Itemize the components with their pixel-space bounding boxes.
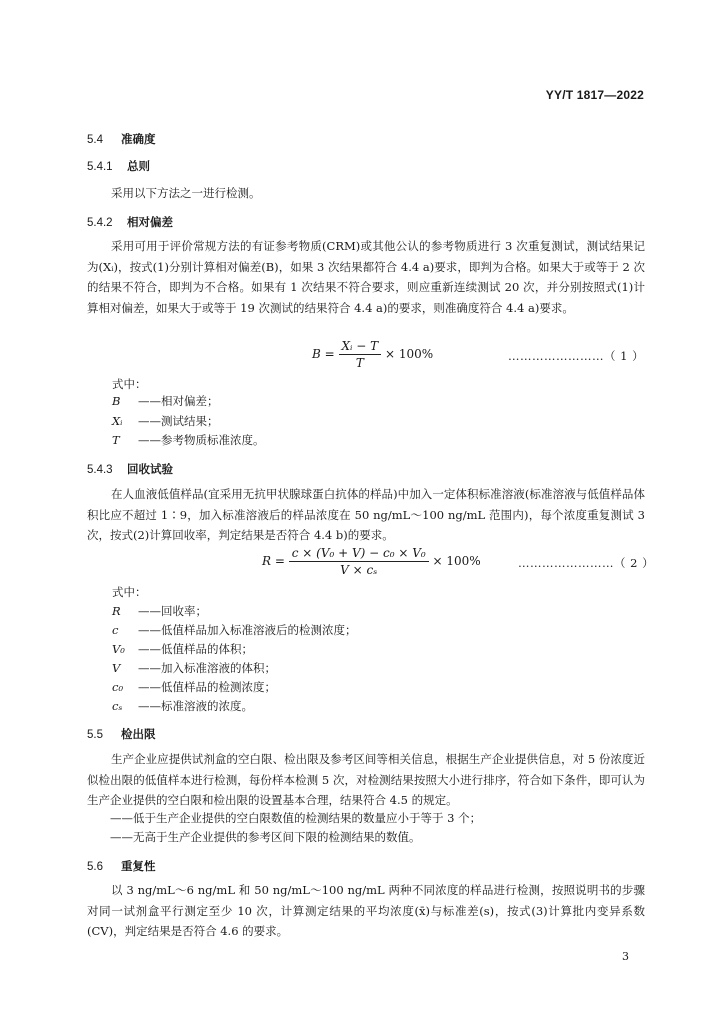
variable-symbol: cₛ bbox=[112, 699, 123, 713]
section-title: 回收试验 bbox=[127, 464, 173, 476]
variable-symbol: Xᵢ bbox=[112, 414, 123, 428]
section-5-4-3-paragraph: 在人血液低值样品(宜采用无抗甲状腺球蛋白抗体的样品)中加入一定体积标准溶液(标准溶液与低值样品体积比应不超过 1∶9，加入标准溶液后的样品浓度在 50 ng/mL～100 ng/mL 范围内)，每个浓度重复测试 3 次，按式(2)计算回收率，判定结果是否符合 4.4 b)的要求。 bbox=[87, 487, 645, 542]
list-item: ——低于生产企业提供的空白限数值的检测结果的数量应小于等于 3 个； bbox=[110, 811, 482, 825]
section-number: 5.4.1 bbox=[87, 161, 113, 173]
variable-symbol: c₀ bbox=[112, 680, 124, 694]
section-5-6-paragraph: 以 3 ng/mL～6 ng/mL 和 50 ng/mL～100 ng/mL 两种不同浓度的样品进行检测，按照说明书的步骤对同一试剂盒平行测定至少 10 次，计算测定结果的平均浓度(x̄)与标准差(s)，按式(3)计算批内变异系数(CV)，判定结果是否符合 4.6 的要求。 bbox=[87, 883, 645, 938]
section-5-4-2-heading bbox=[87, 214, 173, 230]
section-title: 准确度 bbox=[121, 134, 156, 146]
variable-symbol: B bbox=[112, 394, 121, 408]
variable-row bbox=[112, 622, 357, 638]
formula-2 bbox=[262, 546, 481, 577]
variable-description: ——测试结果； bbox=[138, 414, 219, 428]
section-title: 总则 bbox=[127, 161, 150, 173]
variable-description: ——低值样品的检测浓度； bbox=[138, 680, 276, 694]
where-label: 式中： bbox=[112, 377, 147, 391]
formula-lhs: B = bbox=[312, 347, 335, 361]
variable-row bbox=[112, 679, 276, 695]
formula-1 bbox=[312, 339, 433, 370]
section-5-4-heading bbox=[87, 131, 156, 147]
section-title: 重复性 bbox=[121, 861, 156, 873]
variable-symbol: c bbox=[112, 623, 119, 637]
formula-numerator: c × (V₀ + V) − c₀ × V₀ bbox=[289, 546, 429, 562]
section-number: 5.4.3 bbox=[87, 464, 113, 476]
section-title: 相对偏差 bbox=[127, 217, 173, 229]
variable-symbol: R bbox=[112, 604, 121, 618]
list-item: ——无高于生产企业提供的参考区间下限的检测结果的数值。 bbox=[110, 830, 421, 844]
variable-row bbox=[112, 432, 265, 448]
variable-row bbox=[112, 660, 276, 676]
variable-row bbox=[112, 393, 219, 409]
section-5-5-heading bbox=[87, 726, 156, 742]
section-5-5-paragraph: 生产企业应提供试剂盒的空白限、检出限及参考区间等相关信息，根据生产企业提供信息，对 5 份浓度近似检出限的低值样本进行检测，每份样本检测 5 次，对检测结果按照大小进行排序，符合如下条件，即可认为生产企业提供的空白限和检出限的设置基本合理，结果符合 4.5 的规定。 bbox=[87, 752, 645, 807]
formula-lhs: R = bbox=[262, 554, 285, 568]
variable-description: ——标准溶液的浓度。 bbox=[138, 699, 253, 713]
formula-tail: × 100% bbox=[385, 347, 434, 361]
formula-tail: × 100% bbox=[432, 554, 481, 568]
formula-denominator: V × cₛ bbox=[340, 563, 378, 577]
variable-description: ——低值样品加入标准溶液后的检测浓度； bbox=[138, 623, 357, 637]
where-label: 式中： bbox=[112, 585, 147, 599]
variable-symbol: T bbox=[112, 433, 120, 447]
formula-denominator: T bbox=[355, 356, 364, 370]
section-number: 5.4.2 bbox=[87, 217, 113, 229]
section-5-4-1-heading bbox=[87, 158, 150, 174]
formula-fraction bbox=[289, 546, 429, 577]
variable-description: ——参考物质标准浓度。 bbox=[138, 433, 265, 447]
variable-symbol: V₀ bbox=[112, 642, 125, 656]
variable-row bbox=[112, 413, 219, 429]
section-number: 5.6 bbox=[87, 861, 103, 873]
equation-number-2: ……………………（ 2 ） bbox=[518, 556, 655, 570]
variable-row bbox=[112, 603, 207, 619]
variable-symbol: V bbox=[112, 661, 121, 675]
variable-row bbox=[112, 641, 253, 657]
section-5-4-2-paragraph: 采用可用于评价常规方法的有证参考物质(CRM)或其他公认的参考物质进行 3 次重复测试，测试结果记为(Xᵢ)，按式(1)分别计算相对偏差(B)，如果 3 次结果都符合 4.4 a)要求，即判为合格。如果大于或等于 2 次的结果不符合，即判为不合格。如果有 1 次结果不符合要求，则应重新连续测试 20 次，并分别按照式(1)计算相对偏差，如果大于或等于 19 次测试的结果符合 4.4 a)的要求，则准确度符合 4.4 a)要求。 bbox=[87, 239, 645, 315]
formula-fraction bbox=[339, 339, 382, 370]
section-number: 5.5 bbox=[87, 729, 103, 741]
section-5-6-heading bbox=[87, 858, 156, 874]
page-number: 3 bbox=[622, 950, 629, 963]
variable-description: ——相对偏差； bbox=[138, 394, 219, 408]
formula-numerator: Xᵢ − T bbox=[339, 339, 382, 355]
section-5-4-1-text: 采用以下方法之一进行检测。 bbox=[111, 186, 261, 200]
section-title: 检出限 bbox=[121, 729, 156, 741]
section-5-4-3-heading bbox=[87, 461, 173, 477]
standard-number: YY/T 1817—2022 bbox=[545, 88, 644, 102]
section-number: 5.4 bbox=[87, 134, 103, 146]
variable-description: ——加入标准溶液的体积； bbox=[138, 661, 276, 675]
variable-description: ——低值样品的体积； bbox=[138, 642, 253, 656]
variable-description: ——回收率； bbox=[138, 604, 207, 618]
equation-number-1: ……………………（ 1 ） bbox=[508, 349, 645, 363]
variable-row bbox=[112, 698, 253, 714]
